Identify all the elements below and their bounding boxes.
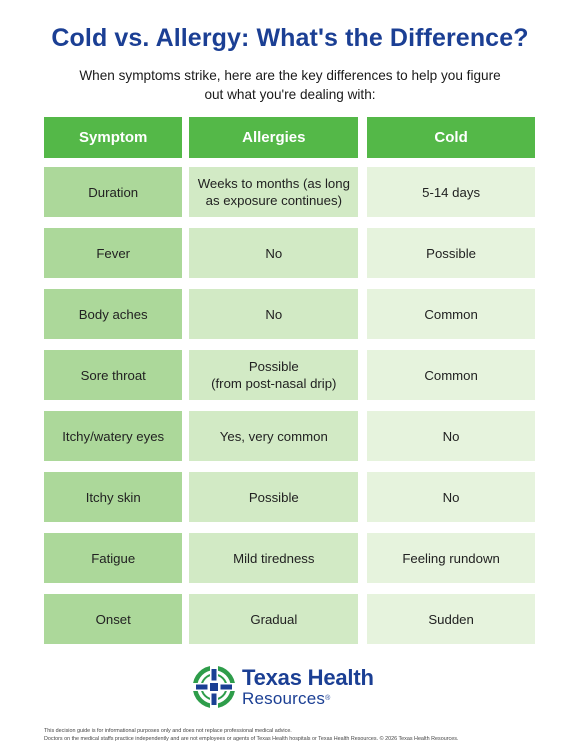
symptom-cell: Fever [44,228,182,278]
table-header-row [44,117,535,158]
table-row [44,228,535,278]
allergies-cell: Gradual [189,594,358,644]
symptom-cell: Onset [44,594,182,644]
footer-disclaimer [44,727,544,743]
allergies-cell: No [189,228,358,278]
header-symptom: Symptom [44,117,182,158]
disclaimer-line-2: Doctors on the medical staffs practice independently and are not employees or agents of Texas Health hospitals or Texas Health Resources. © 2026 Texas Health Resources. [44,736,459,742]
symptom-cell: Duration [44,167,182,217]
cold-cell: Possible [367,228,535,278]
allergies-cell: No [189,289,358,339]
table-row [44,594,535,644]
symptom-cell: Fatigue [44,533,182,583]
allergies-cell: Possible (from post-nasal drip) [189,350,358,400]
table-row [44,411,535,461]
header-allergies: Allergies [189,117,358,158]
allergies-cell: Mild tiredness [189,533,358,583]
texas-health-cross-logo-icon [192,665,236,709]
page-title: Cold vs. Allergy: What's the Difference? [51,24,529,52]
table-row [44,350,535,400]
cold-cell: No [367,472,535,522]
table-row [44,167,535,217]
header-cold: Cold [367,117,535,158]
comparison-table [44,117,535,655]
cold-cell: Feeling rundown [367,533,535,583]
symptom-cell: Itchy/watery eyes [44,411,182,461]
texas-health-logo[interactable] [192,661,392,713]
cold-cell: No [367,411,535,461]
allergies-cell: Yes, very common [189,411,358,461]
page-subtitle: When symptoms strike, here are the key differences to help you figure out what you're dealing with: [79,68,501,102]
cold-cell: Common [367,289,535,339]
cold-cell: Common [367,350,535,400]
disclaimer-line-1: This decision guide is for informational purposes only and does not replace professional medical advice. [44,728,292,734]
cold-cell: Sudden [367,594,535,644]
logo-wordmark [242,666,374,708]
table-row [44,472,535,522]
symptom-cell: Sore throat [44,350,182,400]
logo-line-2: Resources® [242,689,331,708]
registered-mark: ® [325,695,331,702]
allergies-cell: Possible [189,472,358,522]
table-row [44,533,535,583]
symptom-cell: Body aches [44,289,182,339]
allergies-cell: Weeks to months (as long as exposure continues) [189,167,358,217]
table-row [44,289,535,339]
cold-cell: 5-14 days [367,167,535,217]
logo-line-1: Texas Health [242,665,374,690]
symptom-cell: Itchy skin [44,472,182,522]
